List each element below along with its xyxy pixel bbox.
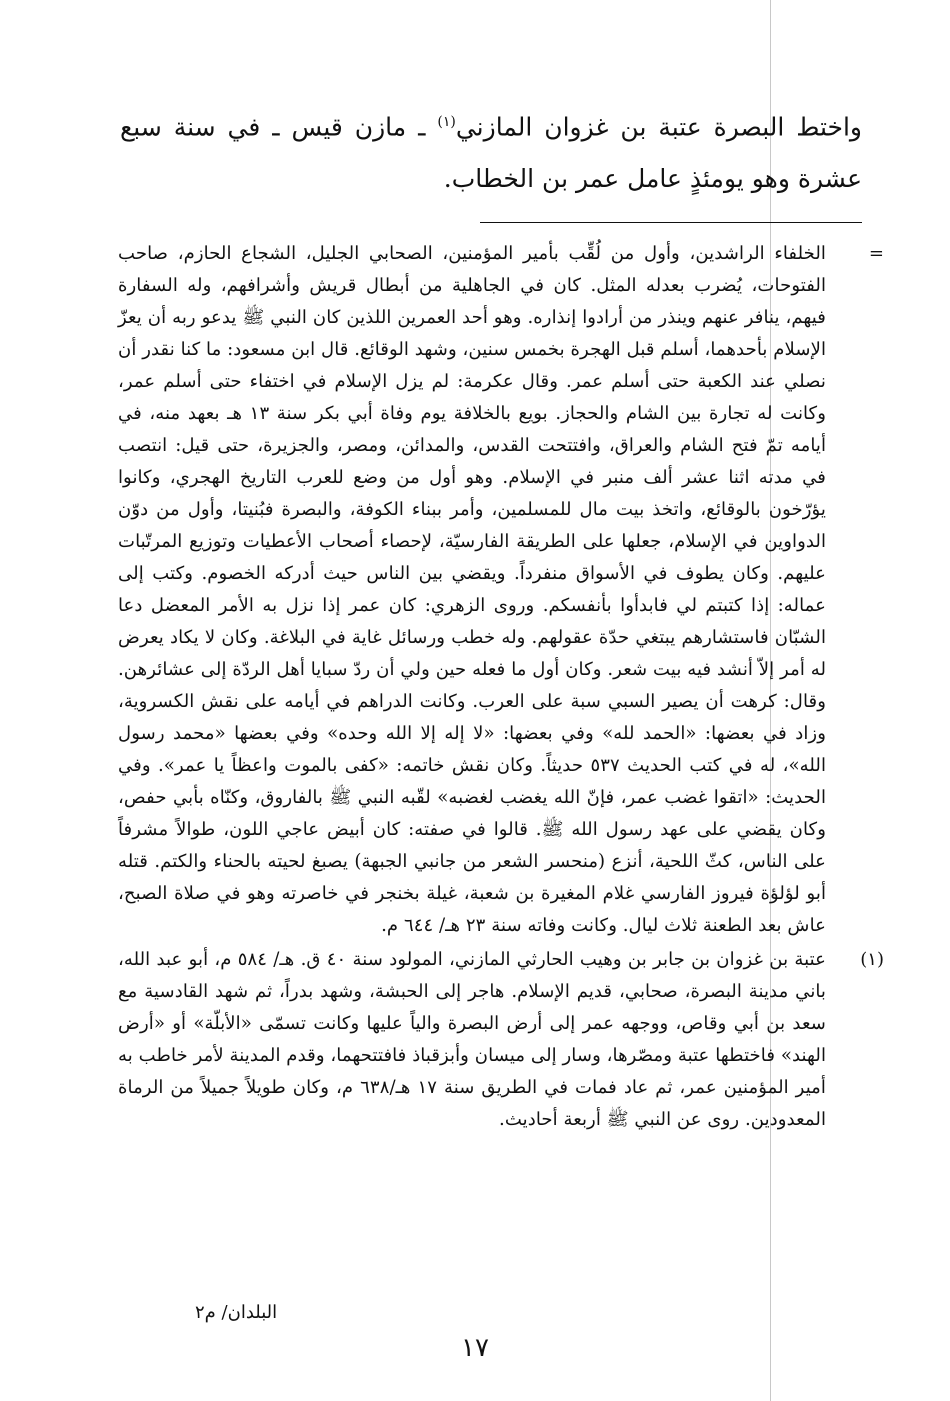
footnotes <box>118 238 884 1136</box>
footnote-ref-1[interactable]: (١) <box>437 114 456 130</box>
footnote-continued <box>118 238 884 942</box>
footnote-separator <box>480 222 862 223</box>
main-text-before-ref: واختط البصرة عتبة بن غزوان المازني <box>455 112 862 142</box>
main-text <box>120 96 862 205</box>
footnote-1-marker: (١) <box>860 949 884 970</box>
footnote-1-text: عتبة بن غزوان بن جابر بن وهيب الحارثي المازني، المولود سنة ٤٠ ق. هـ/ ٥٨٤ م، أبو عبد الله، باني مدينة البصرة، صحابي، قديم الإسلام. هاجر إلى الحبشة، وشهد بدراً، ثم شهد القادسية مع سعد بن أبي وقاص، ووجهه عمر إلى أرض البصرة والياً عليها وكانت تسمّى «الأبلّة» أو «أرض الهند» فاختطها عتبة ومصّرها، وسار إلى ميسان وأبزقباذ فافتتحهما، وقدم المدينة لأمر خاطب به أمير المؤمنين عمر، ثم عاد فمات في الطريق سنة ١٧ هـ/٦٣٨ م، وكان طويلاً جميلاً من الرماة المعدودين. روى عن النبي ﷺ أربعة أحاديث. <box>118 949 826 1130</box>
footnote-continued-marker: = <box>868 243 884 264</box>
main-text-after-ref: ـ مازن قيس ـ في سنة سبع عشرة وهو يومئذٍ عامل عمر بن الخطاب. <box>120 112 862 194</box>
footnote-continued-text: الخلفاء الراشدين، وأول من لُقِّب بأمير المؤمنين، الصحابي الجليل، الشجاع الحازم، صاحب الفتوحات، يُضرب بعدله المثل. كان في الجاهلية من أبطال قريش وأشرافهم، وله السفارة فيهم، ينافر عنهم وينذر من أرادوا إنذاره. وهو أحد العمرين اللذين كان النبي ﷺ يدعو ربه أن يعزّ الإسلام بأحدهما، أسلم قبل الهجرة بخمس سنين، وشهد الوقائع. قال ابن مسعود: ما كنا نقدر أن نصلي عند الكعبة حتى أسلم عمر. وقال عكرمة: لم يزل الإسلام في اختفاء حتى أسلم عمر، وكانت له تجارة بين الشام والحجاز. بويع بالخلافة يوم وفاة أبي بكر سنة ١٣ هـ بعهد منه، في أيامه تمّ فتح الشام والعراق، وافتتحت القدس، والمدائن، ومصر، والجزيرة، حتى قيل: انتصب في مدته اثنا عشر ألف منبر في الإسلام. وهو أول من وضع للعرب التاريخ الهجري، وكانوا يؤرّخون بالوقائع، واتخذ بيت مال للمسلمين، وأمر ببناء الكوفة، والبصرة فبُنيتا، وأول من دوّن الدواوين في الإسلام، جعلها على الطريقة الفارسيّة، لإحصاء أصحاب الأعطيات وتوزيع المرتّبات عليهم. وكان يطوف في الأسواق منفرداً. ويقضي بين الناس حيث أدركه الخصوم. وكتب إلى عماله: إذا كتبتم لي فابدأوا بأنفسكم. وروى الزهري: كان عمر إذا نزل به الأمر المعضل دعا الشبّان فاستشارهم يبتغي حدّة عقولهم. وله خطب ورسائل غاية في البلاغة. وكان لا يكاد يعرض له أمر إلاّ أنشد فيه بيت شعر. وكان أول ما فعله حين ولي أن ردّ سبايا أهل الردّة إلى عشائرهن. وقال: كرهت أن يصير السبي سبة على العرب. وكانت الدراهم في أيامه على نقش الكسروية، وزاد في بعضها: «الحمد لله» وفي بعضها: «لا إله إلا الله وحده» وفي بعضها «محمد رسول الله»، له في كتب الحديث ٥٣٧ حديثاً. وكان نقش خاتمه: «كفى بالموت واعظاً يا عمر». وفي الحديث: «اتقوا غضب عمر، فإنّ الله يغضب لغضبه» لقّبه النبي ﷺ بالفاروق، وكنّاه بأبي حفص، وكان يقضي على عهد رسول الله ﷺ. قالوا في صفته: كان أبيض عاجي اللون، طوالاً مشرفاً على الناس، كثّ اللحية، أنزع (منحسر الشعر من جانبي الجبهة) يصبغ لحيته بالحناء والكتم. قتله أبو لؤلؤة فيروز الفارسي غلام المغيرة بن شعبة، غيلة بخنجر في خاصرته وهو في صلاة الصبح، عاش بعد الطعنة ثلاث ليال. وكانت وفاته سنة ٢٣ هـ/ ٦٤٤ م. <box>118 243 826 936</box>
footnote-1 <box>118 944 884 1136</box>
signature-mark: البلدان/ م٢ <box>195 1302 278 1323</box>
main-paragraph <box>120 96 862 205</box>
page-number: ١٧ <box>461 1333 489 1363</box>
